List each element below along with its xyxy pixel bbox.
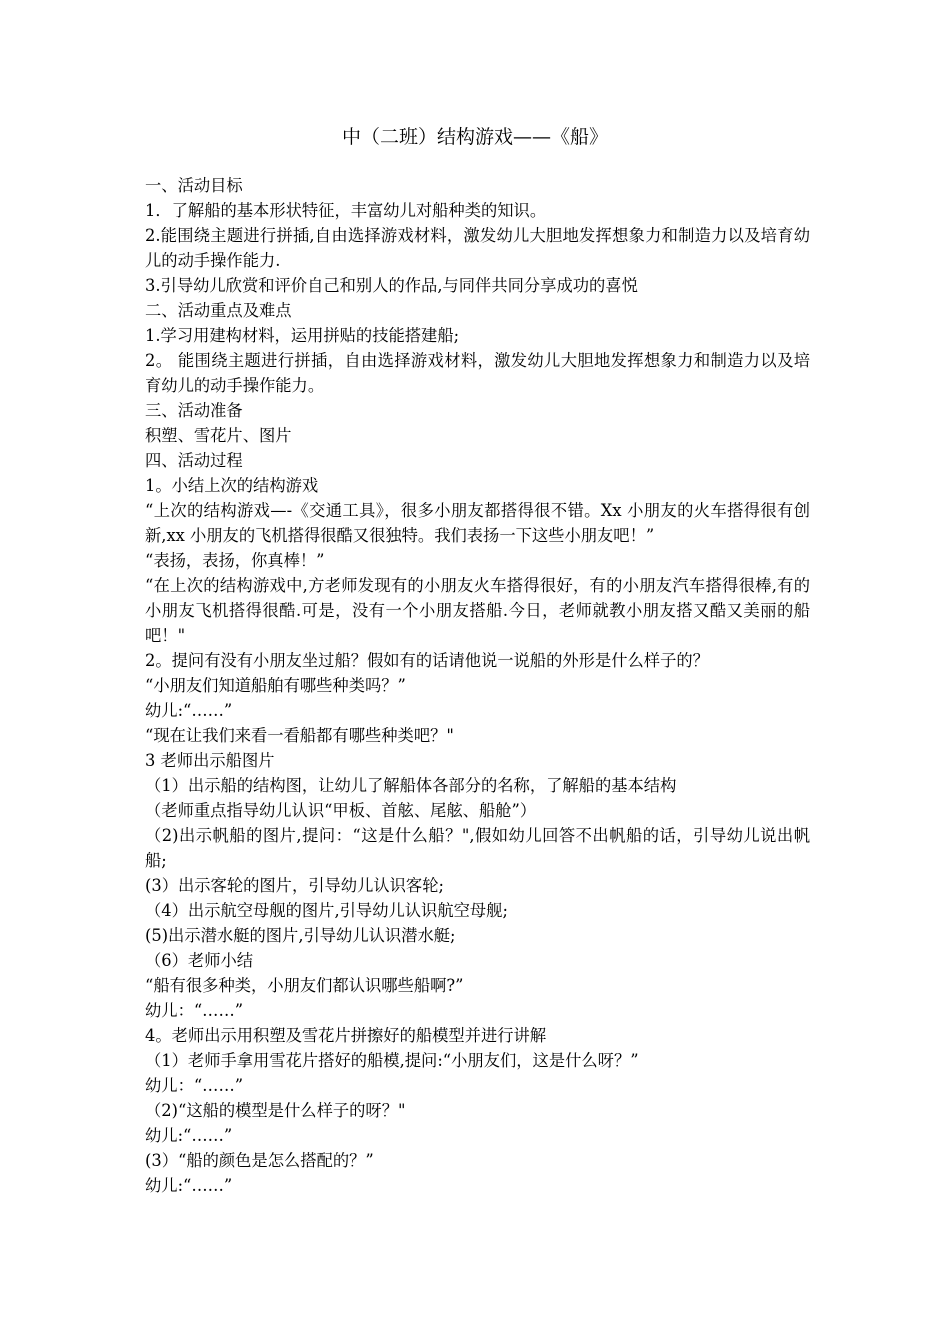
paragraph-line: 2.能围绕主题进行拼插,自由选择游戏材料，激发幼儿大胆地发挥想象力和制造力以及培育幼儿的动手操作能力.: [145, 226, 810, 270]
paragraph-line: “船有很多种类，小朋友们都认识哪些船啊?”: [145, 976, 464, 995]
paragraph-line: 二、活动重点及难点: [145, 301, 292, 320]
paragraph-line: 3.引导幼儿欣赏和评价自己和别人的作品,与同伴共同分享成功的喜悦: [145, 276, 638, 295]
paragraph-line: 1.学习用建构材料，运用拼贴的技能搭建船;: [145, 326, 460, 345]
paragraph-line: 2。 能围绕主题进行拼插，自由选择游戏材料，激发幼儿大胆地发挥想象力和制造力以及培育幼儿的动手操作能力。: [145, 351, 810, 395]
paragraph-line: 3 老师出示船图片: [145, 751, 275, 770]
paragraph-line: (3）出示客轮的图片，引导幼儿认识客轮;: [145, 876, 444, 895]
paragraph-line: 四、活动过程: [145, 451, 243, 470]
paragraph-line: 1．了解船的基本形状特征，丰富幼儿对船种类的知识。: [145, 201, 547, 220]
paragraph-line: 一、活动目标: [145, 176, 243, 195]
paragraph-line: （4）出示航空母舰的图片,引导幼儿认识航空母舰;: [145, 901, 508, 920]
paragraph-line: 1。小结上次的结构游戏: [145, 476, 319, 495]
paragraph-line: （2)出示帆船的图片,提问：“这是什么船？",假如幼儿回答不出帆船的话，引导幼儿说出帆船;: [145, 826, 810, 870]
paragraph-line: （6）老师小结: [145, 951, 254, 970]
paragraph-line: 2。提问有没有小朋友坐过船？假如有的话请他说一说船的外形是什么样子的？: [145, 651, 709, 670]
paragraph-line: 幼儿：“……”: [145, 1076, 244, 1095]
paragraph-line: （1）老师手拿用雪花片搭好的船模,提问:“小朋友们，这是什么呀？”: [145, 1051, 639, 1070]
paragraph-line: （老师重点指导幼儿认识“甲板、首舷、尾舷、船舱”）: [145, 801, 537, 820]
document-title: 中（二班）结构游戏——《船》: [341, 126, 608, 148]
paragraph-line: “小朋友们知道船舶有哪些种类吗？”: [145, 676, 406, 695]
paragraph-line: “在上次的结构游戏中,方老师发现有的小朋友火车搭得很好，有的小朋友汽车搭得很棒,有的小朋友飞机搭得很酷.可是，没有一个小朋友搭船.今日，老师就教小朋友搭又酷又美丽的船吧！": [145, 576, 810, 645]
paragraph-line: “上次的结构游戏—-《交通工具》，很多小朋友都搭得很不错。Xx 小朋友的火车搭得很有创新,xx 小朋友的飞机搭得很酷又很独特。我们表扬一下这些小朋友吧！”: [145, 501, 810, 545]
paragraph-line: （2)“这船的模型是什么样子的呀？": [145, 1101, 406, 1120]
paragraph-line: “现在让我们来看一看船都有哪些种类吧？": [145, 726, 454, 745]
paragraph-line: 4。老师出示用积塑及雪花片拼擦好的船模型并进行讲解: [145, 1026, 547, 1045]
paragraph-line: （1）出示船的结构图，让幼儿了解船体各部分的名称，了解船的基本结构: [145, 776, 677, 795]
paragraph-line: 幼儿：“……”: [145, 1001, 244, 1020]
paragraph-line: 三、活动准备: [145, 401, 243, 420]
paragraph-line: 幼儿:“……”: [145, 1126, 233, 1145]
paragraph-line: 幼儿:“……”: [145, 701, 233, 720]
paragraph-line: “表扬，表扬，你真棒！”: [145, 551, 325, 570]
paragraph-line: (3）“船的颜色是怎么搭配的？”: [145, 1151, 374, 1170]
paragraph-line: 幼儿:“……”: [145, 1176, 233, 1195]
paragraph-line: 积塑、雪花片、图片: [145, 426, 292, 445]
paragraph-line: (5)出示潜水艇的图片,引导幼儿认识潜水艇;: [145, 926, 456, 945]
document-body: [145, 173, 810, 1198]
